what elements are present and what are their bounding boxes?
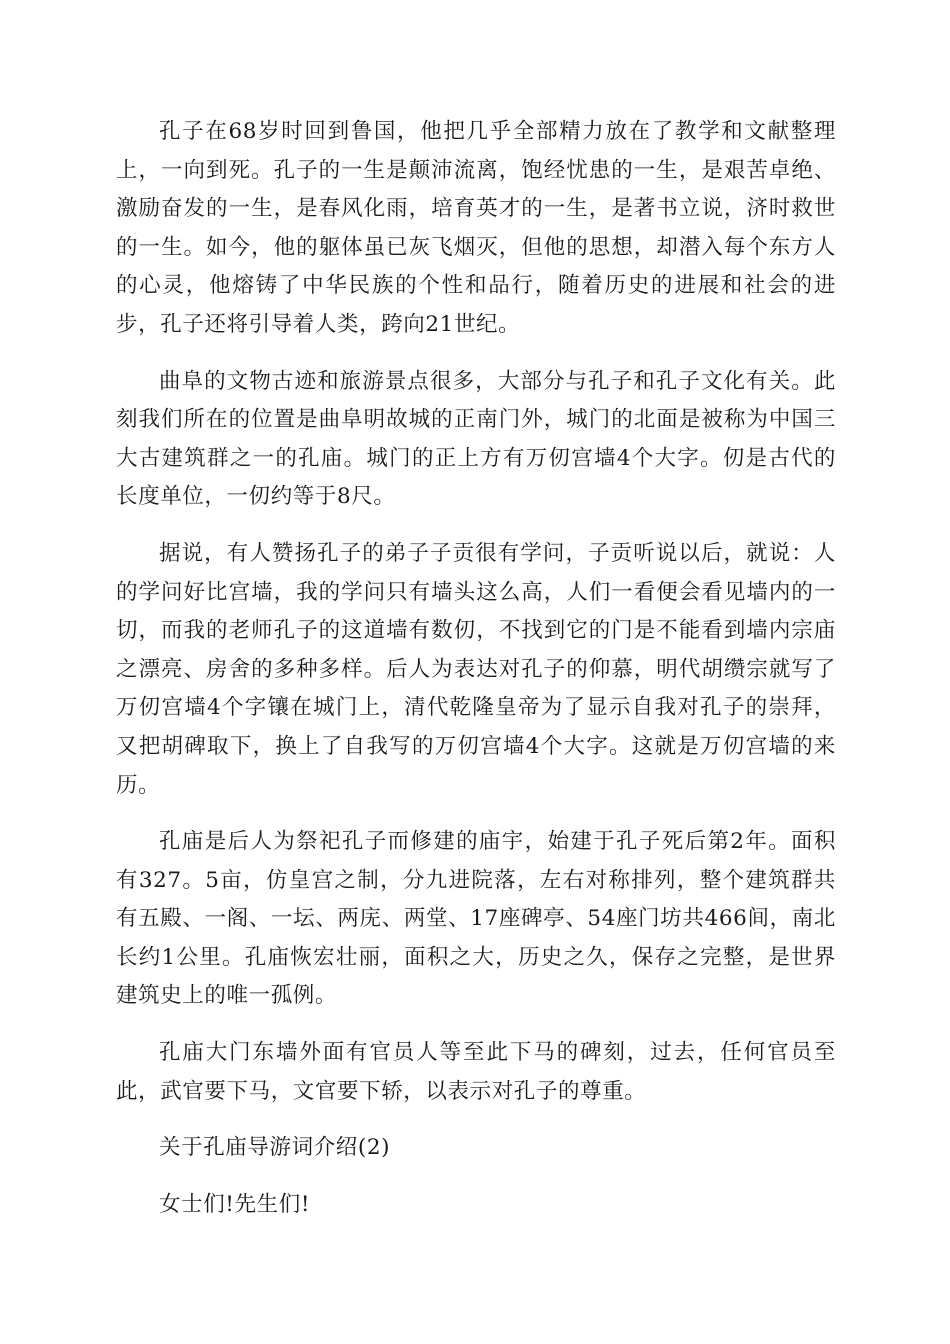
greeting-line: 女士们!先生们! [159, 1191, 311, 1217]
paragraph-confucius-life: 孔子在68岁时回到鲁国，他把几乎全部精力放在了教学和文献整理上，一向到死。孔子的一生是颠沛流离，饱经忧患的一生，是艰苦卓绝、激励奋发的一生，是春风化雨，培育英才的一生，是著书立说，济时救世的一生。如今，他的躯体虽已灰飞烟灭，但他的思想，却潜入每个东方人的心灵，他熔铸了中华民族的个性和品行，随着历史的进展和社会的进步，孔子还将引导着人类，跨向21世纪。 [116, 119, 836, 337]
section-heading: 关于孔庙导游词介绍(2) [159, 1135, 391, 1161]
paragraph-temple-overview: 孔庙是后人为祭祀孔子而修建的庙宇，始建于孔子死后第2年。面积有327。5亩，仿皇宫之制，分九进院落，左右对称排列，整个建筑群共有五殿、一阁、一坛、两庑、两堂、17座碑亭、54座门坊共466间，南北长约1公里。孔庙恢宏壮丽，面积之大，历史之久，保存之完整，是世界建筑史上的唯一孤例。 [116, 829, 836, 1009]
paragraph-dismount-stele: 孔庙大门东墙外面有官员人等至此下马的碑刻，过去，任何官员至此，武官要下马，文官要下轿，以表示对孔子的尊重。 [116, 1040, 836, 1104]
paragraph-qufu-sites: 曲阜的文物古迹和旅游景点很多，大部分与孔子和孔子文化有关。此刻我们所在的位置是曲阜明故城的正南门外，城门的北面是被称为中国三大古建筑群之一的孔庙。城门的正上方有万仞宫墙4个大字。仞是古代的长度单位，一仞约等于8尺。 [116, 368, 836, 510]
paragraph-wanren-wall-story: 据说，有人赞扬孔子的弟子子贡很有学问，子贡听说以后，就说：人的学问好比宫墙，我的学问只有墙头这么高，人们一看便会看见墙内的一切，而我的老师孔子的这道墙有数仞，不找到它的门是不能看到墙内宗庙之漂亮、房舍的多种多样。后人为表达对孔子的仰慕，明代胡缵宗就写了万仞宫墙4个字镶在城门上，清代乾隆皇帝为了显示自我对孔子的崇拜，又把胡碑取下，换上了自我写的万仞宫墙4个大字。这就是万仞宫墙的来历。 [116, 540, 836, 798]
document-body [116, 113, 836, 1242]
